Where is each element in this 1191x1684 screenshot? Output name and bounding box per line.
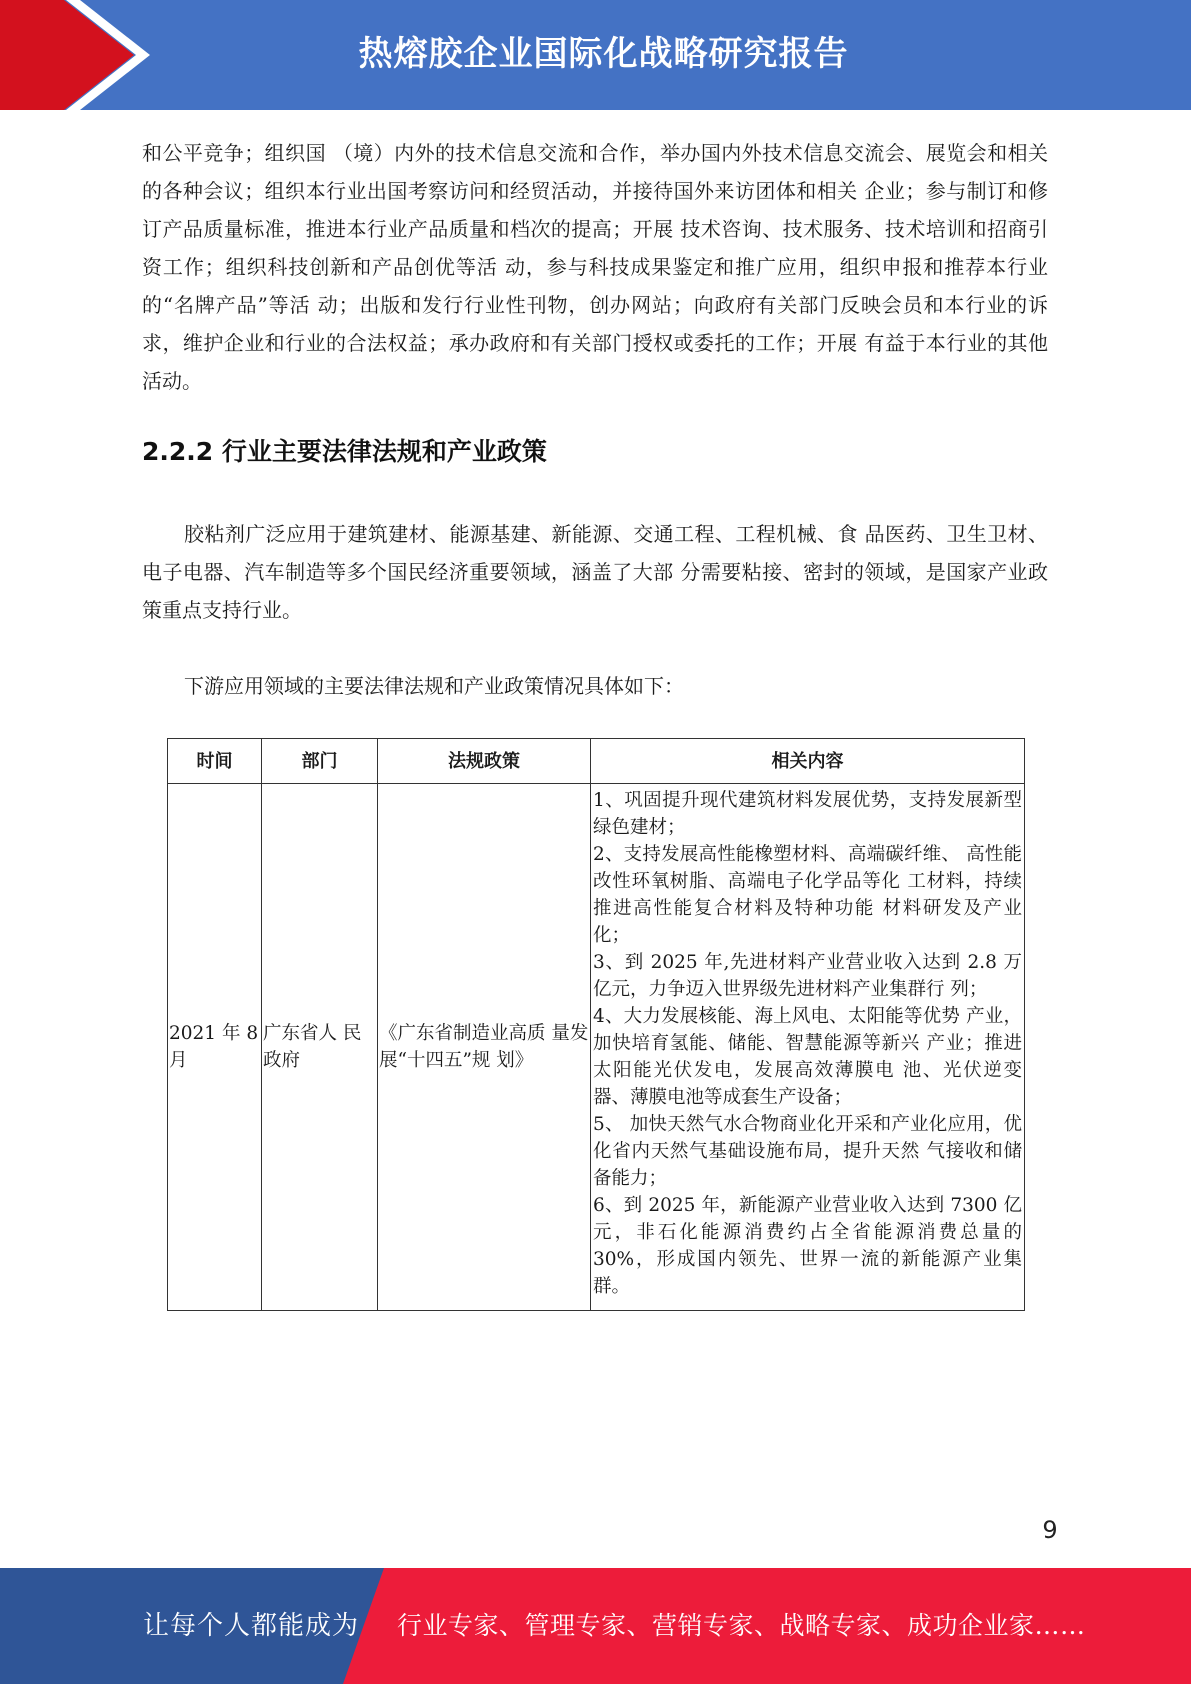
section-heading: 2.2.2 行业主要法律法规和产业政策 (142, 437, 547, 466)
cell-time: 2021 年 8 月 (168, 784, 262, 1311)
section-paragraph-1: 胶粘剂广泛应用于建筑建材、能源基建、新能源、交通工程、工程机械、食 品医药、卫生卫材、电子电器、汽车制造等多个国民经济重要领域，涵盖了大部 分需要粘接、密封的领域，是国家产业政策重点支持行业。 (142, 522, 1048, 622)
content-item: 3、到 2025 年,先进材料产业营业收入达到 2.8 万亿元，力争迈入世界级先进材料产业集群行 列； (593, 952, 1022, 1000)
table-header-row (168, 739, 1025, 784)
column-header-department: 部门 (262, 739, 378, 784)
section-paragraph-2: 下游应用领域的主要法律法规和产业政策情况具体如下： (184, 674, 684, 698)
column-header-content: 相关内容 (591, 739, 1025, 784)
footer-slogan-right: 行业专家、管理专家、营销专家、战略专家、成功企业家…… (397, 1611, 1086, 1640)
content-item: 1、巩固提升现代建筑材料发展优势，支持发展新型绿色建材； (593, 790, 1022, 838)
cell-department: 广东省人 民政府 (262, 784, 378, 1311)
footer-banner (0, 1568, 1191, 1684)
column-header-policy: 法规政策 (378, 739, 591, 784)
table-row (168, 784, 1025, 1311)
intro-paragraph: 和公平竞争；组织国 （境）内外的技术信息交流和合作，举办国内外技术信息交流会、展览会和相关 的各种会议；组织本行业出国考察访问和经贸活动，并接待国外来访团体和相关 企业；参与制订和修订产品质量标准，推进本行业产品质量和档次的提高；开展 技术咨询、技术服务、技术培训和招商引资工作；组织科技创新和产品创优等活 动，参与科技成果鉴定和推广应用，组织申报和推荐本行业的“名牌产品”等活 动；出版和发行行业性刊物，创办网站；向政府有关部门反映会员和本行业的诉 求，维护企业和行业的合法权益；承办政府和有关部门授权或委托的工作；开展 有益于本行业的其他活动。 (142, 141, 1048, 393)
cell-policy: 《广东省制造业高质 量发展“十四五”规 划》 (378, 784, 591, 1311)
content-item: 6、到 2025 年，新能源产业营业收入达到 7300 亿元，非石化能源消费约占全省能源消费总量的 30%，形成国内领先、世界一流的新能源产业集群。 (593, 1195, 1022, 1297)
document-title: 热熔胶企业国际化战略研究报告 (358, 34, 849, 74)
page-number: 9 (1042, 1516, 1058, 1544)
footer-slogan-left: 让每个人都能成为 (143, 1611, 360, 1641)
column-header-time: 时间 (168, 739, 262, 784)
cell-content (591, 784, 1025, 1311)
content-item: 5、 加快天然气水合物商业化开采和产业化应用，优化省内天然气基础设施布局，提升天然 气接收和储备能力； (593, 1114, 1022, 1189)
content-item: 4、大力发展核能、海上风电、太阳能等优势 产业，加快培育氢能、储能、智慧能源等新兴 产业；推进太阳能光伏发电，发展高效薄膜电 池、光伏逆变器、薄膜电池等成套生产设备； (593, 1006, 1022, 1108)
header-banner (0, 0, 1191, 110)
policy-table (167, 738, 1025, 1311)
content-item: 2、支持发展高性能橡塑材料、高端碳纤维、 高性能改性环氧树脂、高端电子化学品等化 工材料，持续推进高性能复合材料及特种功能 材料研发及产业化； (593, 844, 1022, 946)
